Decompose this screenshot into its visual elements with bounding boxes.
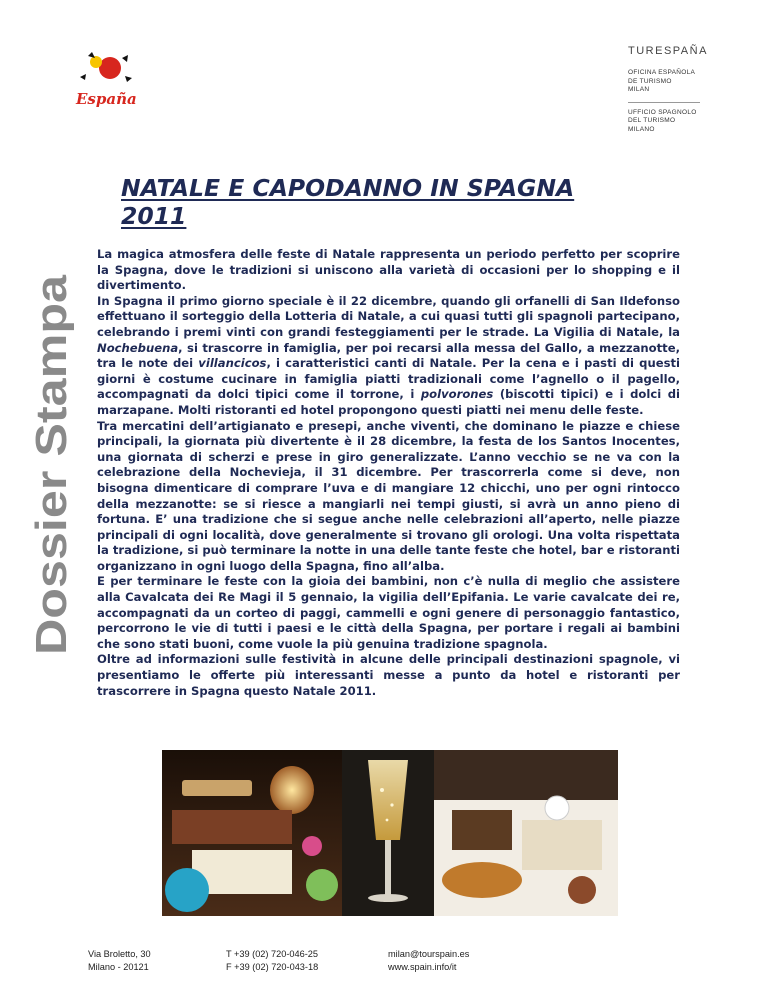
logo-sun-yellow [90,56,102,68]
agency-name: TURESPAÑA [628,45,708,57]
footer-address: Via Broletto, 30 Milano - 20121 [88,949,151,972]
photo-champagne [342,750,434,916]
logo-star-black [88,52,95,58]
footer-contacts [388,948,469,974]
paragraph-offers: Oltre ad informazioni sulle festività in alcune delle principali destinazioni spagnole, vi presentiamo le offerte più interessanti messe a punto da hotel e ristoranti per trascorrere in Spagna questo Natale 2011. [97,652,680,698]
photo-desserts [434,750,618,916]
paragraph-intro: La magica atmosfera delle feste di Natale rappresenta un periodo perfetto per scoprire la Spagna, dove le tradizioni si uniscono alla varietà di occasioni per lo shopping e il divertimento. [97,247,680,293]
office-italian: UFFICIO SPAGNOLO DEL TURISMO MILANO [628,108,697,133]
paragraph-epiphany: E per terminare le feste con la gioia dei bambini, non c’è nulla di meglio che assistere alla Cavalcata dei Re Magi il 5 gennaio, la vigilia dell’Epifania. Le varie cavalcate dei re, accompagnati da un corteo di paggi, cammelli e ogni genere di personaggio fantastico, percorrono le vie di tutti i paesi e le città della Spagna, per portare i regali ai bambini che sono stati buoni, come vuole la più genuina tradizione spagnola. [97,574,680,651]
side-label-text: Dossier Stampa [28,322,74,655]
logo-wordmark: España [76,90,137,108]
logo-sun-red [99,57,121,79]
paragraph-newyear: Tra mercatini dell’artigianato e presepi, anche viventi, che dominano le piazze e chiese principali, la giornata più divertente è il 28 dicembre, la festa de los Santos Inocentes, una giornata di scherzi e prese in giro generalizzate. L’anno vecchio se ne va con la celebrazione della Nochevieja, il 31 dicembre. Per trascorrerla come si deve, non bisogna dimenticare di comprare l’uva e di mangiare 12 chicchi, uno per ogni rintocco della mezzanotte: se si riesce a mangiarli nei tempi giusti, si avrà un anno pieno di fortuna. E’ una tradizione che si segue anche nelle celebrazioni all’aperto, nelle piazze principali di ogni località, dove generalmente si trovano gli orologi. Una volta rispettata la tradizione, si può terminare la notte in una delle tante feste che hotel, bar e ristoranti organizzano in ogni luogo della Spagna, fino all’alba. [97,418,681,573]
office-divider [628,102,700,103]
dossier-stampa-label [28,272,74,658]
office-spanish: OFICINA ESPAÑOLA DE TURISMO MILAN [628,69,696,93]
footer-phones: T +39 (02) 720-046-25 F +39 (02) 720-043-18 [226,949,319,972]
article-body [97,247,680,699]
footer-website[interactable]: www.spain.info/it [388,962,457,972]
paragraph-christmas: In Spagna il primo giorno speciale è il 22 dicembre, quando gli orfanelli di San Ildefonso effettuano il sorteggio della Lotteria di Natale, a cui quasi tutti gli spagnoli partecipano, celebrando i premi vinti con grandi festeggiamenti per le strade. La Vigilia di Natale, la Nochebuena, si trascorre in famiglia, per poi recarsi alla messa del Gallo, a mezzanotte, tra le note dei villancicos, i caratteristici canti di Natale. Per la cena e i pasti di questi giorni è costume cucinare in famiglia piatti tradizionali come l’agnello o il pagello, accompagnati da dolci tipici come il torrone, i polvorones (biscotti tipici) e i dolci di marzapane. Molti ristoranti ed hotel propongono questi piatti nei menu delle feste. [97,293,680,417]
page-title: NATALE E CAPODANNO IN SPAGNA 2011 [121,174,575,230]
photo-sweets [162,750,342,916]
festive-photo-strip [162,750,618,916]
spain-logo [70,50,150,112]
footer-email[interactable]: milan@tourspain.es [388,949,470,959]
agency-block [628,45,748,134]
